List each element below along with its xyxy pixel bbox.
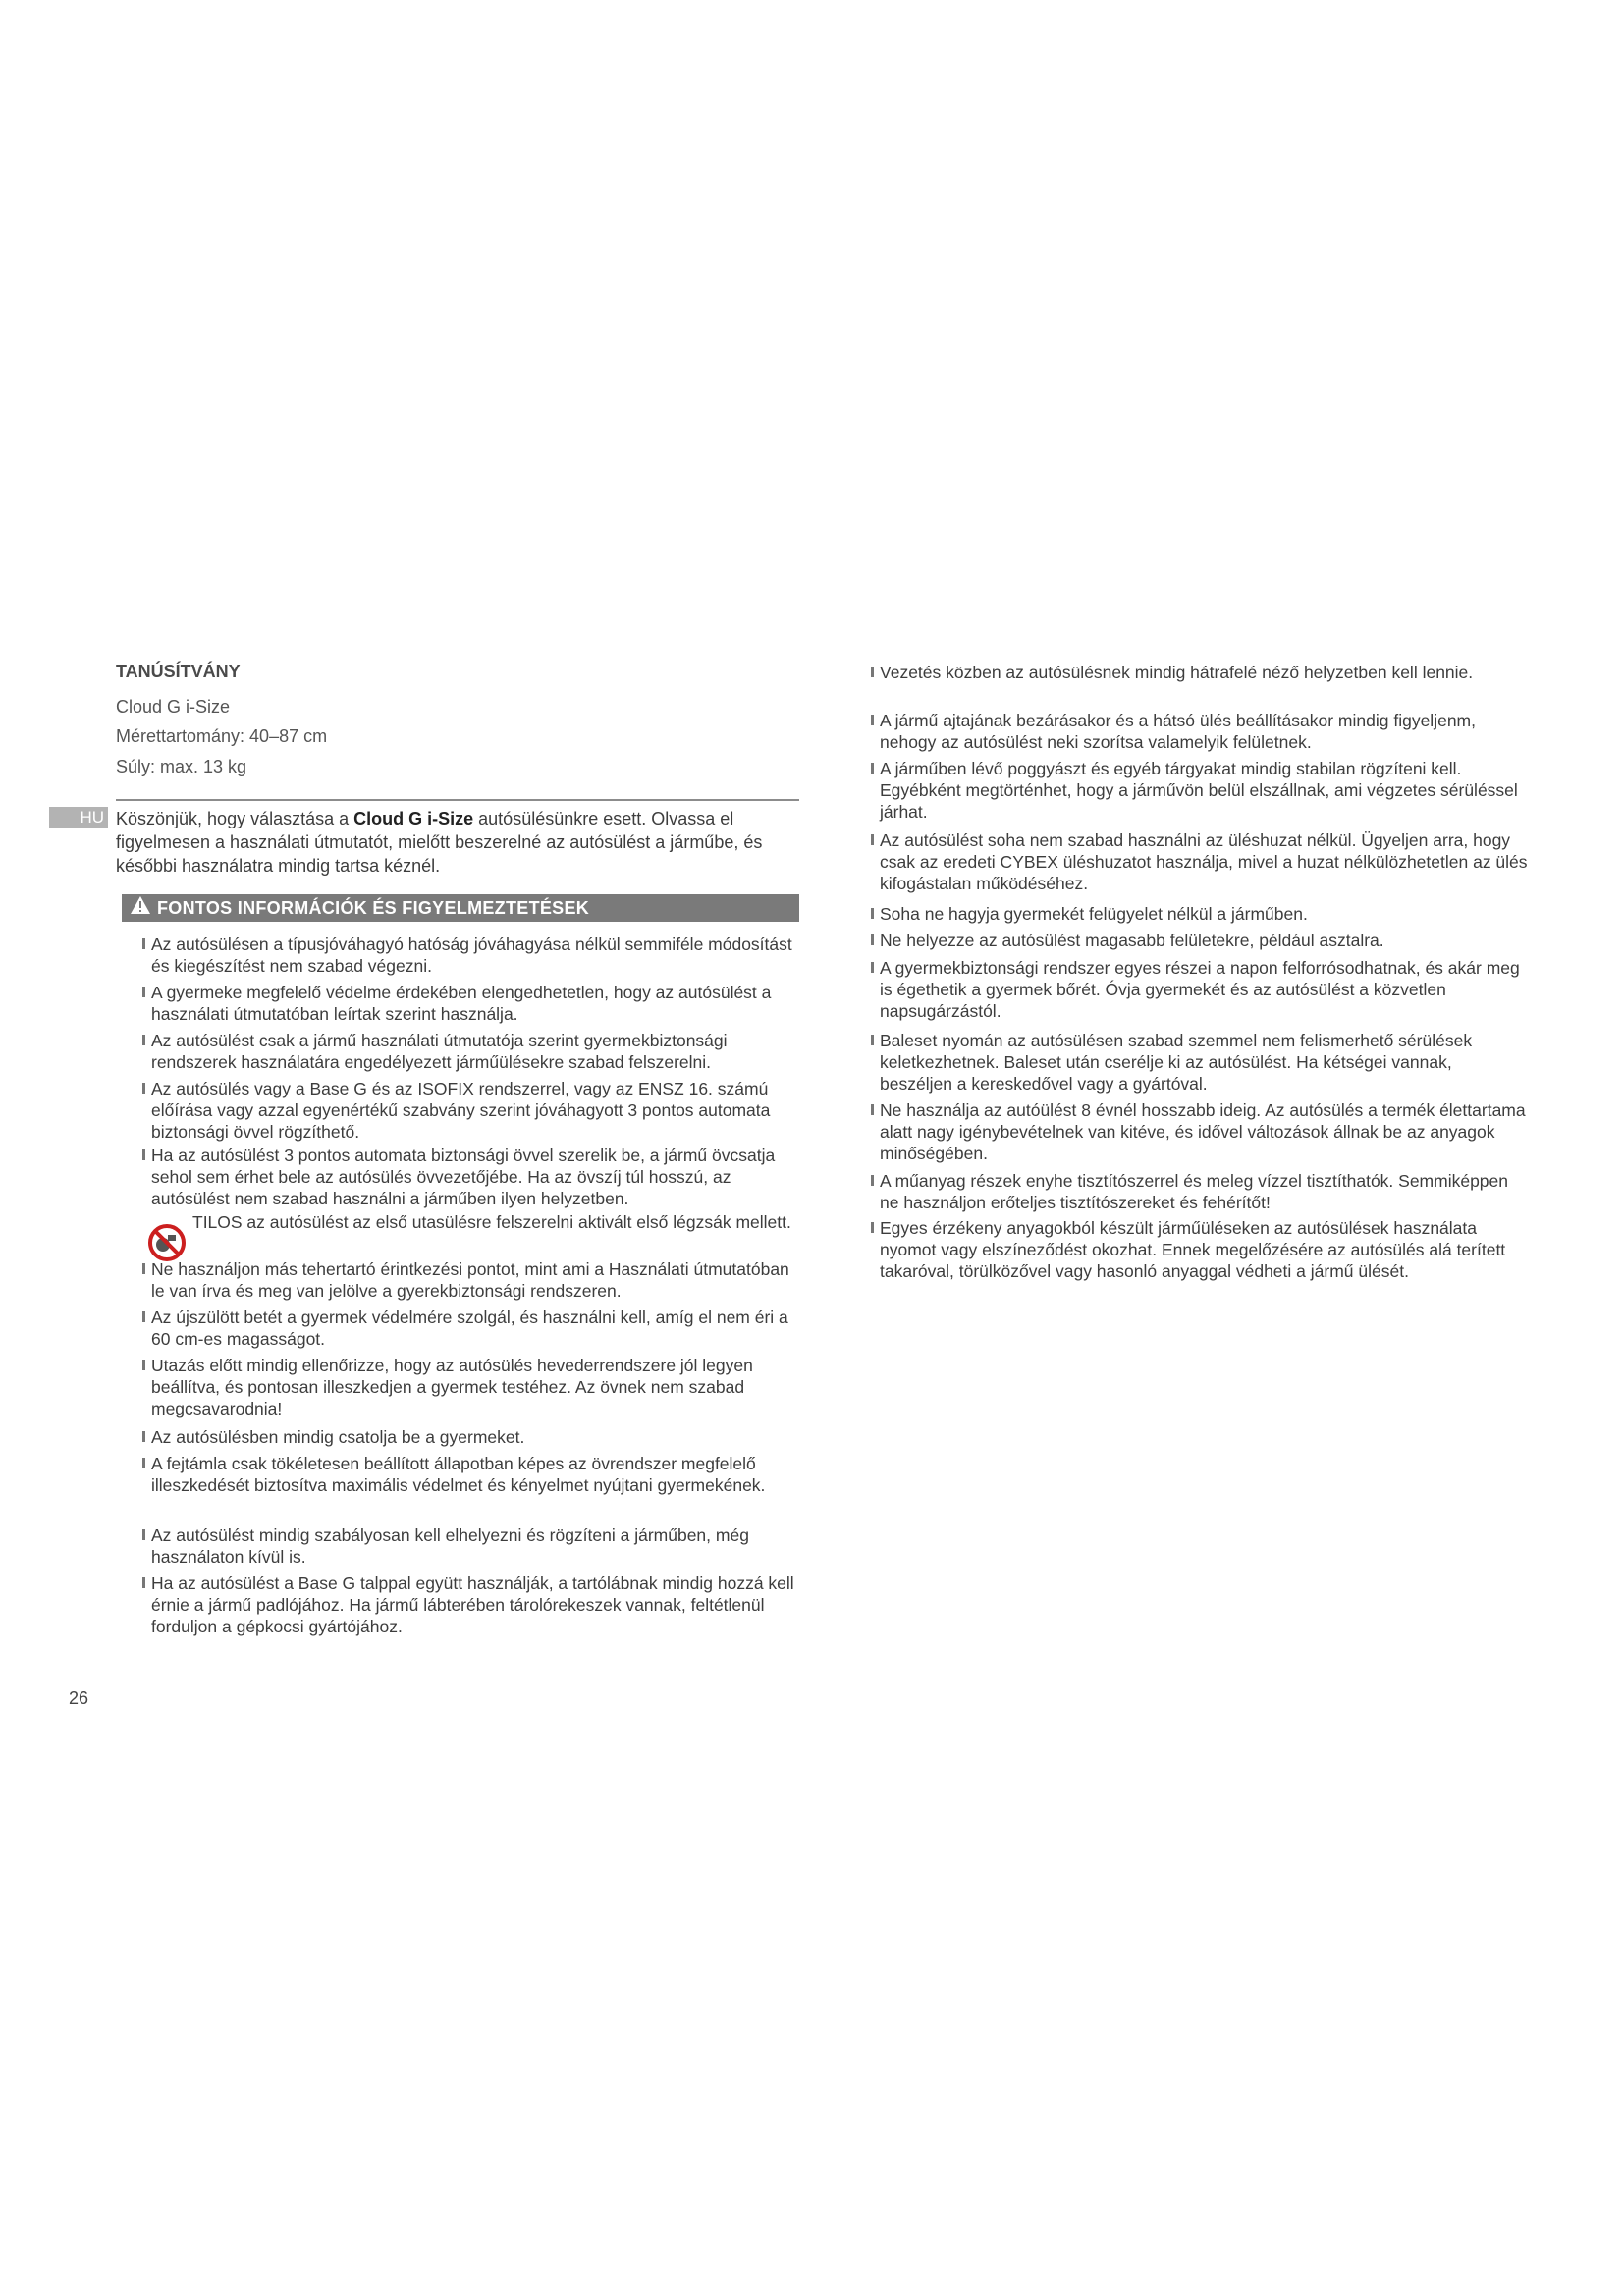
certificate-product: Cloud G i-Size bbox=[116, 697, 231, 717]
page-number: 26 bbox=[69, 1688, 89, 1708]
warning-item: Ne helyezze az autósülést magasabb felületekre, például asztalra. bbox=[880, 930, 1528, 951]
section-divider bbox=[116, 799, 799, 801]
intro-product-name: Cloud G i-Size bbox=[353, 809, 474, 828]
warning-item: Ne használja az autóülést 8 évnél hosszabb ideig. Az autósülés a termék élettartama alatt nagy igénybevételnek van kitéve, és idővel változások állnak be az anyagok minőségében. bbox=[880, 1099, 1528, 1164]
warning-triangle-icon bbox=[130, 895, 151, 923]
warning-item: A jármű ajtajának bezárásakor és a hátsó ülés beállításakor mindig figyeljenm, nehogy az autósülést neki szorítsa valamelyik felületnek. bbox=[880, 710, 1528, 753]
no-airbag-icon bbox=[147, 1223, 187, 1262]
warning-item: Ha az autósülést a Base G talppal együtt használják, a tartólábnak mindig hozzá kell érnie a jármű padlójához. Ha jármű lábterében tárolórekeszek vannak, feltétlenül forduljon a gépkocsi gyártójához. bbox=[151, 1573, 799, 1637]
warning-heading-bar bbox=[122, 894, 799, 922]
warning-item: Az autósülésben mindig csatolja be a gyermeket. bbox=[151, 1426, 799, 1448]
warning-item: Vezetés közben az autósülésnek mindig hátrafelé néző helyzetben kell lennie. bbox=[880, 662, 1528, 683]
intro-paragraph: Köszönjük, hogy választása a Cloud G i-Size autósülésünkre esett. Olvassa el figyelmesen a használati útmutatót, mielőtt beszerelné az autósülést a járműbe, és későbbi használatra mindig tartsa kéznél. bbox=[116, 809, 763, 876]
warning-item: Utazás előtt mindig ellenőrizze, hogy az autósülés hevederrendszere jól legyen beállítva, és pontosan illeszkedjen a gyermek testéhez. Az övnek nem szabad megcsavarodnia! bbox=[151, 1355, 799, 1419]
certificate-weight: Súly: max. 13 kg bbox=[116, 757, 247, 776]
warning-item: Az újszülött betét a gyermek védelmére szolgál, és használni kell, amíg el nem éri a 60 cm-es magasságot. bbox=[151, 1307, 799, 1350]
warning-item: Az autósülés vagy a Base G és az ISOFIX rendszerrel, vagy az ENSZ 16. számú előírása vagy azzal egyenértékű szabvány szerint jóváhagyott 3 pontos automata biztonsági övvel rögzíthető. bbox=[151, 1078, 799, 1143]
warning-item: A gyermekbiztonsági rendszer egyes részei a napon felforrósodhatnak, és akár meg is égethetik a gyermek bőrét. Óvja gyermekét és az autósülést a közvetlen napsugárzástól. bbox=[880, 957, 1528, 1022]
warning-item: Ne használjon más tehertartó érintkezési pontot, mint ami a Használati útmutatóban le van írva és meg van jelölve a gyerekbiztonsági rendszeren. bbox=[151, 1258, 799, 1302]
warning-item: Az autósülésen a típusjóváhagyó hatóság jóváhagyása nélkül semmiféle módosítást és kiegészítést nem szabad végezni. bbox=[151, 934, 799, 977]
warning-item: Ha az autósülést 3 pontos automata biztonsági övvel szerelik be, a jármű övcsatja sehol sem érhet bele az autósülés övvezetőjébe. Ha az övszíj túl hosszú, az autósülést nem szabad használni a járműben ilyen helyzetben. bbox=[151, 1145, 799, 1209]
warning-item: Soha ne hagyja gyermekét felügyelet nélkül a járműben. bbox=[880, 903, 1528, 925]
warning-item: A fejtámla csak tökéletesen beállított állapotban képes az övrendszer megfelelő illeszkedését biztosítva maximális védelmet és kényelmet nyújtani gyermekének. bbox=[151, 1453, 799, 1496]
warning-item: A gyermeke megfelelő védelme érdekében elengedhetetlen, hogy az autósülést a használati útmutatóban leírtak szerint használja. bbox=[151, 982, 799, 1025]
warning-item: Baleset nyomán az autósülésen szabad szemmel nem felismerhető sérülések keletkezhetnek. Baleset után cserélje ki az autósülést. Ha kétségei vannak, beszéljen a kereskedővel vagy a gyártóval. bbox=[880, 1030, 1528, 1095]
warning-item: Az autósülést mindig szabályosan kell elhelyezni és rögzíteni a járműben, még használaton kívül is. bbox=[151, 1524, 799, 1568]
warning-item: Az autósülést csak a jármű használati útmutatója szerint gyermekbiztonsági rendszerek használatára engedélyezett járműülésekre szabad felszerelni. bbox=[151, 1030, 799, 1073]
certificate-size-range: Mérettartomány: 40–87 cm bbox=[116, 726, 328, 746]
warning-item: Az autósülést soha nem szabad használni az üléshuzat nélkül. Ügyeljen arra, hogy csak az eredeti CYBEX üléshuzatot használja, mivel a huzat nélkülözhetetlen az ülés kifogástalan működéséhez. bbox=[880, 829, 1528, 894]
airbag-warning: TILOS az autósülést az első utasülésre felszerelni aktivált első légzsák mellett. bbox=[192, 1212, 791, 1232]
language-tab: HU bbox=[49, 807, 108, 828]
certificate-title: TANÚSÍTVÁNY bbox=[116, 662, 241, 681]
warning-item: Egyes érzékeny anyagokból készült járműüléseken az autósülések használata nyomot vagy elszíneződést okozhat. Ennek megelőzésére az autósülés alá terített takaróval, törülközővel vagy hasonló anyaggal védheti a jármű ülését. bbox=[880, 1217, 1528, 1282]
warning-item: A járműben lévő poggyászt és egyéb tárgyakat mindig stabilan rögzíteni kell. Egyébként megtörténhet, hogy a járművön belül elszállnak, ami végzetes sérüléssel járhat. bbox=[880, 758, 1528, 823]
warning-heading: FONTOS INFORMÁCIÓK ÉS FIGYELMEZTETÉSEK bbox=[157, 898, 590, 918]
warning-item: A műanyag részek enyhe tisztítószerrel és meleg vízzel tisztíthatók. Semmiképpen ne használjon erőteljes tisztítószereket és fehérítőt! bbox=[880, 1170, 1528, 1213]
